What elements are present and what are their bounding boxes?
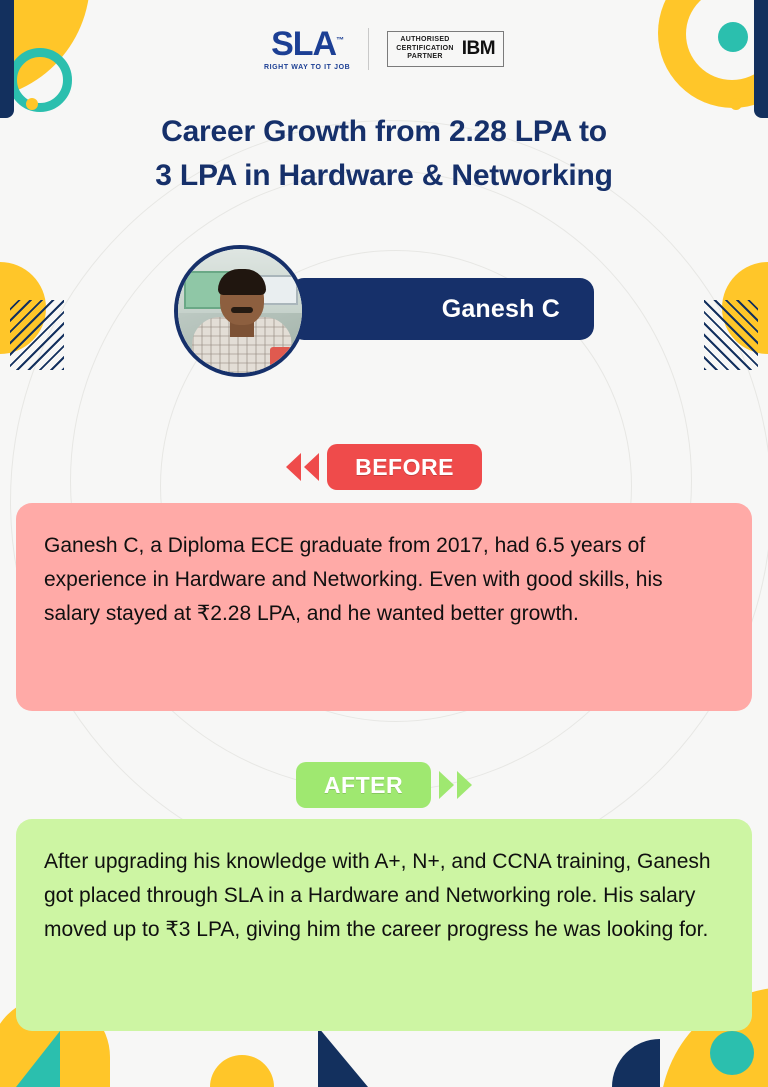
before-badge-row [16,439,752,495]
name-plate [290,278,594,340]
partner-line-1: AUTHORISED [400,35,450,43]
sla-tagline: RIGHT WAY TO IT JOB [263,64,351,71]
profile-section [174,245,594,393]
right-arrows-icon [439,771,472,799]
student-name: Ganesh C [441,294,560,323]
sla-logo-text [271,27,343,61]
page-title-line-1: Career Growth from 2.28 LPA to [161,115,607,148]
after-badge: AFTER [296,762,431,808]
before-text: Ganesh C, a Diploma ECE graduate from 2017, had 6.5 years of experience in Hardware and Networking. Even with good skills, his salary stayed at ₹2.28 LPA, and he wanted better growth. [44,534,663,626]
sla-logo [264,27,350,71]
photo-red-object [270,347,292,367]
teal-dot-bottom-right [710,1031,754,1075]
ibm-logo-text: IBM [461,38,496,59]
before-badge: BEFORE [327,444,482,490]
after-card [16,819,752,1031]
trademark-symbol: ™ [336,35,344,45]
avatar [174,245,306,377]
photo-moustache [231,307,253,313]
arrow-left-icon [286,453,301,481]
ibm-partner-badge [387,31,504,67]
sla-logo-word: SLA [271,25,337,63]
yellow-half-circle-bottom [210,1055,274,1087]
partner-line-2: CERTIFICATION [396,44,454,52]
after-text: After upgrading his knowledge with A+, N+, and CCNA training, Ganesh got placed through SLA in a Hardware and Networking role. His salary moved up to ₹3 LPA, giving him the career progress he was looking for. [44,850,711,942]
arrow-right-icon [439,771,454,799]
page-title [64,110,704,197]
avatar-photo [178,249,302,373]
navy-triangle-bottom [318,1027,368,1087]
before-card [16,503,752,711]
page-title-line-2: 3 LPA in Hardware & Networking [155,158,613,192]
after-badge-row [16,757,752,813]
partner-line-3: PARTNER [407,53,443,61]
teal-triangle-bottom-left [16,1031,60,1087]
navy-shape-bottom-right [612,1039,660,1087]
header [16,0,752,80]
header-divider [368,28,369,70]
arrow-left-icon [304,453,319,481]
arrow-right-icon [457,771,472,799]
partner-text [396,36,453,62]
left-arrows-icon [286,453,319,481]
